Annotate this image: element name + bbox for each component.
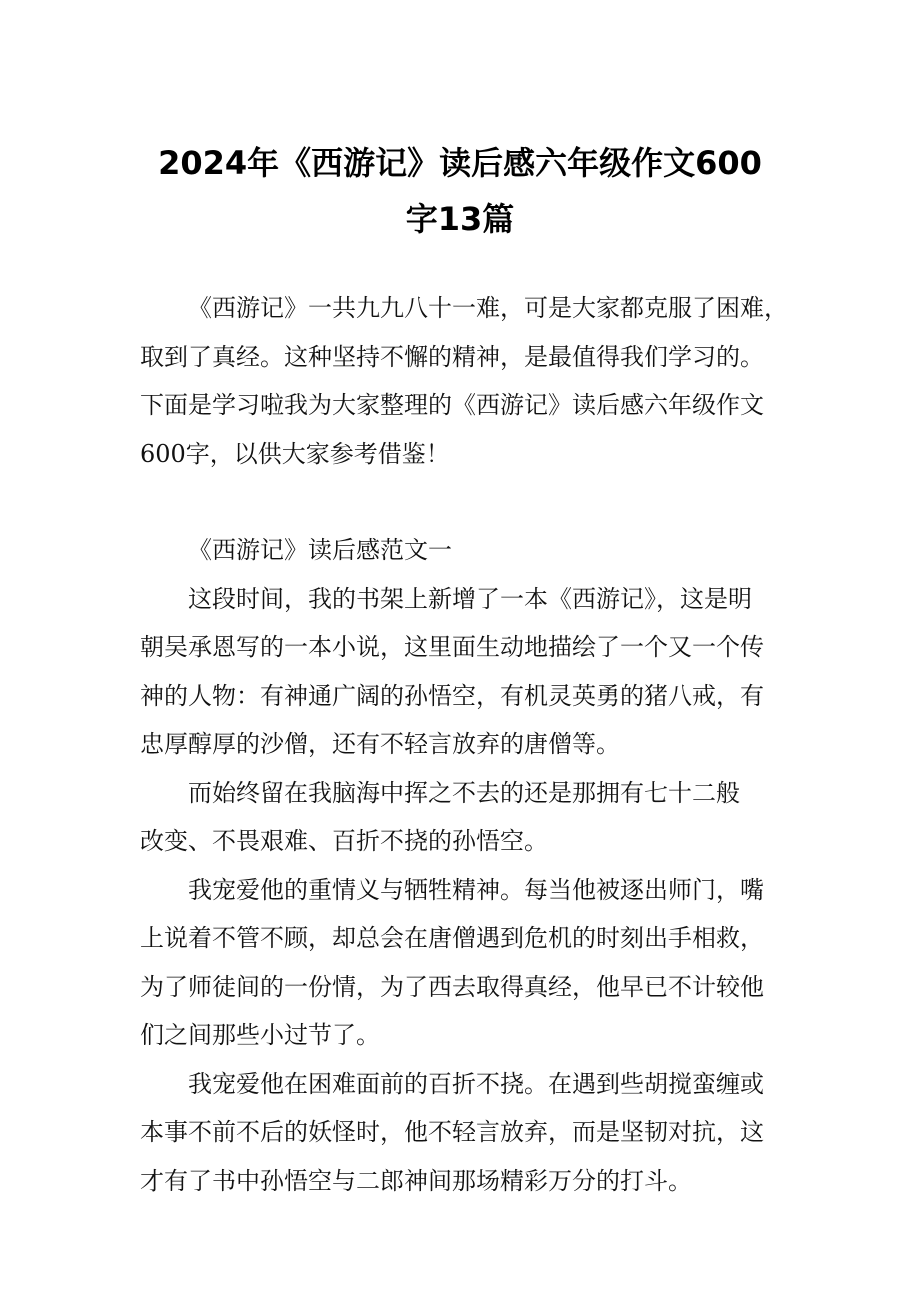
paragraph-3 xyxy=(140,866,800,1060)
text-line: 才有了书中孙悟空与二郎神间那场精彩万分的打斗。 xyxy=(140,1166,692,1195)
paragraph-1 xyxy=(140,575,800,769)
document-body xyxy=(140,284,800,1205)
text-line: 们之间那些小过节了。 xyxy=(140,1021,380,1049)
text-line: 上说着不管不顾，却总会在唐僧遇到危机的时刻出手相救， xyxy=(140,924,764,952)
text-line: 忠厚醇厚的沙僧，还有不轻言放弃的唐僧等。 xyxy=(140,730,620,758)
text-line: 600字，以供大家参考借鉴！ xyxy=(140,439,450,468)
text-line: 下面是学习啦我为大家整理的《西游记》读后感六年级作文 xyxy=(140,391,764,419)
text-line: 本事不前不后的妖怪时，他不轻言放弃，而是坚韧对抗，这 xyxy=(140,1118,764,1146)
text-line: 我宠爱他的重情义与牺牲精神。每当他被逐出师门，嘴 xyxy=(188,875,764,904)
text-line: 而始终留在我脑海中挥之不去的还是那拥有七十二般 xyxy=(188,778,740,807)
paragraph-4 xyxy=(140,1060,800,1206)
text-line: 我宠爱他在困难面前的百折不挠。在遇到些胡搅蛮缠或 xyxy=(188,1069,764,1098)
text-line: 取到了真经。这种坚持不懈的精神，是最值得我们学习的。 xyxy=(140,342,764,371)
text-line: 朝吴承恩写的一本小说，这里面生动地描绘了一个又一个传 xyxy=(140,633,764,661)
title-line: 2024年《西游记》读后感六年级作文600 xyxy=(158,144,762,182)
title-line: 字13篇 xyxy=(405,200,515,238)
paragraph-2 xyxy=(140,769,800,866)
section-heading: 《西游记》读后感范文一 xyxy=(188,536,452,564)
text-line: 神的人物：有神通广阔的孙悟空，有机灵英勇的猪八戒，有 xyxy=(140,681,764,710)
text-line: 这段时间，我的书架上新增了一本《西游记》，这是明 xyxy=(188,584,752,613)
intro-paragraph xyxy=(140,284,800,478)
text-line: 为了师徒间的一份情，为了西去取得真经，他早已不计较他 xyxy=(140,972,764,1001)
spacer xyxy=(140,478,800,526)
text-line: 《西游记》一共九九八十一难，可是大家都克服了困难， xyxy=(188,294,788,322)
text-line: 改变、不畏艰难、百折不挠的孙悟空。 xyxy=(140,827,548,855)
document-title xyxy=(120,135,800,247)
